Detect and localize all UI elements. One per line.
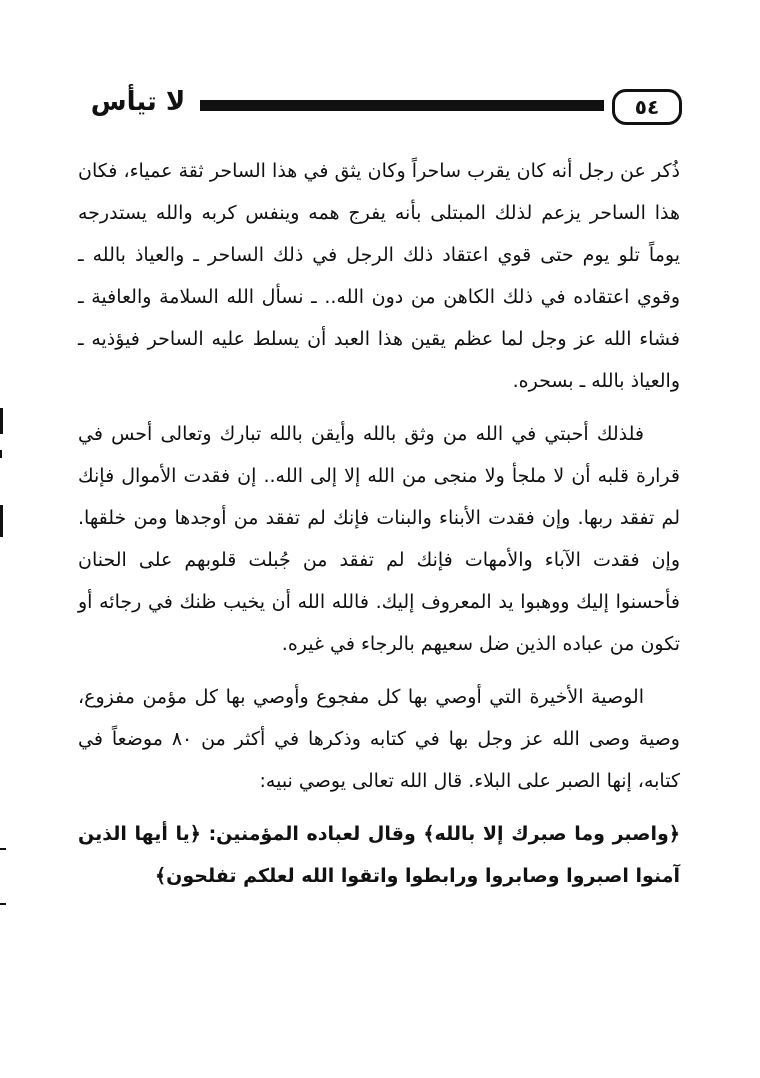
paragraph-advice: الوصية الأخيرة التي أوصي بها كل مفجوع وأوصي بها كل مؤمن مفزوع، وصية وصى الله عز وجل بها في كتابه وذكرها في أكثر من ٨٠ موضعاً في كتابه، إنها الصبر على البلاء. قال الله تعالى يوصي نبيه: — [78, 686, 680, 792]
paragraph-story: ذُكر عن رجل أنه كان يقرب ساحراً وكان يثق في هذا الساحر ثقة عمياء، فكان هذا الساحر يزعم لذلك المبتلى بأنه يفرج همه وينفس كربه والله يستدرجه يوماً تلو يوم حتى قوي اعتقاد ذلك الرجل في ذلك الساحر ـ والعياذ بالله ـ وقوي اعتقاده في ذلك الكاهن من دون الله.. ـ نسأل الله السلامة والعافية ـ فشاء الله عز وجل لما عظم يقين هذا العبد أن يسلط عليه الساحر فيؤذيه ـ والعياذ بالله ـ بسحره. — [78, 160, 680, 392]
page-number-badge — [612, 89, 682, 125]
scan-edge-mark — [0, 450, 2, 458]
scan-edge-mark — [0, 505, 3, 537]
paragraph-trust: فلذلك أحبتي في الله من وثق بالله وأيقن بالله تبارك وتعالى أحس في قرارة قلبه أن لا ملجأ ولا منجى من الله إلا إلى الله.. إن فقدت الأموال فإنك لم تفقد ربها. وإن فقدت الأبناء والبنات فإنك لم تفقد من أوجدها ومن خلقها. وإن فقدت الآباء والأمهات فإنك لم تفقد من جُبلت قلوبهم على الحنان فأحسنوا إليك ووهبوا يد المعروف إليك. فالله الله أن يخيب ظنك في رجائه أو تكون من عباده الذين ضل سعيهم بالرجاء في غيره. — [78, 423, 680, 655]
paragraph-quran-verses: ﴿واصبر وما صبرك إلا بالله﴾ وقال لعباده المؤمنين: ﴿يا أيها الذين آمنوا اصبروا وصابروا ورابطوا واتقوا الله لعلكم تفلحون﴾ — [78, 823, 680, 887]
scan-edge-mark — [0, 848, 6, 850]
header-rule — [200, 100, 604, 111]
scan-edge-mark — [0, 408, 3, 434]
page-body — [78, 150, 680, 908]
scan-edge-mark — [0, 903, 6, 905]
page-header — [82, 85, 682, 129]
page-number: ٥٤ — [634, 95, 660, 119]
running-title: لا تيأس — [90, 87, 186, 117]
